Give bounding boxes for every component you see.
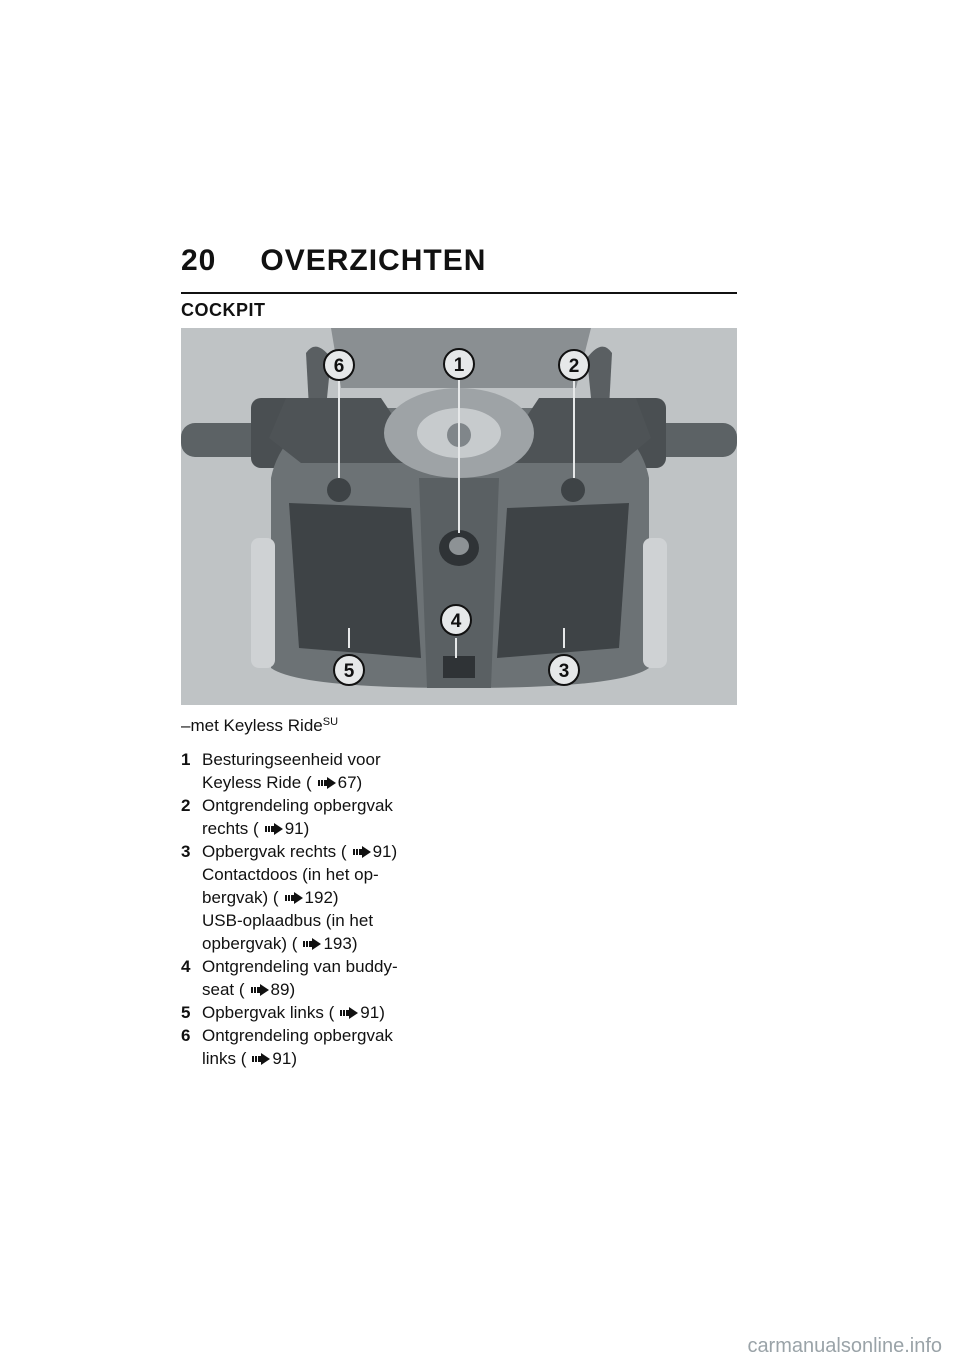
svg-text:6: 6 xyxy=(333,356,345,377)
legend-line-text: Ontgrendeling van buddy- xyxy=(202,957,398,976)
svg-text:4: 4 xyxy=(450,611,462,632)
page-reference-arrow-icon xyxy=(252,1053,270,1065)
legend-item xyxy=(181,1024,471,1070)
legend-item-number: 4 xyxy=(181,957,191,976)
header-divider xyxy=(181,292,737,294)
legend-line xyxy=(202,840,471,863)
svg-text:1: 1 xyxy=(453,355,465,376)
legend-item-text xyxy=(202,1024,471,1070)
legend-item xyxy=(181,1001,471,1024)
page-reference-number: 91) xyxy=(284,819,310,838)
caption-text: –met Keyless Ride xyxy=(181,716,323,735)
page-header xyxy=(181,244,737,278)
legend-line-text: opbergvak) xyxy=(202,934,288,953)
page-number: 20 xyxy=(181,244,217,277)
legend-item-text xyxy=(202,840,471,955)
page-reference-number: 193) xyxy=(323,934,358,953)
legend-line-text: Ontgrendeling opbergvak xyxy=(202,1026,393,1045)
legend-item xyxy=(181,840,471,955)
page-reference-number: 89) xyxy=(270,980,296,999)
callout-6 xyxy=(324,350,354,380)
page-reference-arrow-icon xyxy=(303,938,321,950)
legend-line-text: bergvak) xyxy=(202,888,269,907)
page-reference-number: 192) xyxy=(304,888,339,907)
callout-2 xyxy=(559,350,589,380)
legend-item-number: 5 xyxy=(181,1003,191,1022)
legend-line xyxy=(202,886,471,909)
legend-line-text: Besturingseenheid voor xyxy=(202,750,381,769)
page-reference-number: 91) xyxy=(372,842,398,861)
watermark: carmanualsonline.info xyxy=(747,1335,942,1357)
callout-4 xyxy=(441,605,471,635)
legend-line-text: Opbergvak rechts xyxy=(202,842,337,861)
legend-item-number: 1 xyxy=(181,750,191,769)
page-reference[interactable]: ( 91) xyxy=(323,1003,385,1022)
legend-line-text: Keyless Ride xyxy=(202,773,302,792)
page-reference-arrow-icon xyxy=(318,777,336,789)
legend-line-text: seat xyxy=(202,980,235,999)
legend-line xyxy=(202,794,471,817)
legend-item-number: 3 xyxy=(181,842,191,861)
legend-line-text: Opbergvak links xyxy=(202,1003,324,1022)
chapter-title: OVERZICHTEN xyxy=(260,244,487,277)
figure-caption xyxy=(181,716,338,736)
page-reference[interactable]: ( 91) xyxy=(236,1049,297,1068)
legend-item-text xyxy=(202,794,471,840)
legend-item-number: 2 xyxy=(181,796,191,815)
page-reference-arrow-icon xyxy=(285,892,303,904)
callout-3 xyxy=(549,655,579,685)
caption-superscript: SU xyxy=(322,716,339,728)
legend-line xyxy=(202,909,471,932)
page-reference-number: 67) xyxy=(337,773,363,792)
legend-line xyxy=(202,932,471,955)
page-reference-arrow-icon xyxy=(340,1007,358,1019)
legend-item-text xyxy=(202,1001,471,1024)
legend-line-text: Contactdoos (in het op- xyxy=(202,865,379,884)
page-reference-arrow-icon xyxy=(353,846,371,858)
page-reference[interactable]: ( 67) xyxy=(301,773,363,792)
legend-line xyxy=(202,978,471,1001)
legend-line xyxy=(202,771,471,794)
legend-line xyxy=(202,955,471,978)
page-reference[interactable]: ( 91) xyxy=(248,819,310,838)
legend-item xyxy=(181,748,471,794)
page-reference-number: 91) xyxy=(272,1049,297,1068)
legend-line xyxy=(202,748,471,771)
cockpit-illustration xyxy=(181,328,737,705)
legend-item xyxy=(181,955,471,1001)
legend-line-text: USB-oplaadbus (in het xyxy=(202,911,374,930)
legend-line-text: rechts xyxy=(202,819,249,838)
page-reference[interactable]: ( 192) xyxy=(268,888,339,907)
legend-line xyxy=(202,817,471,840)
legend-line xyxy=(202,1047,471,1070)
callout-5 xyxy=(334,655,364,685)
section-title: COCKPIT xyxy=(181,300,266,320)
legend-item-text xyxy=(202,748,471,794)
legend-list xyxy=(181,748,471,1070)
callout-1 xyxy=(444,349,474,379)
legend-line xyxy=(202,863,471,886)
page-reference-arrow-icon xyxy=(265,823,283,835)
legend-item xyxy=(181,794,471,840)
legend-line xyxy=(202,1001,471,1024)
legend-line-text: links xyxy=(202,1049,237,1068)
page-reference[interactable]: ( 91) xyxy=(336,842,398,861)
svg-text:5: 5 xyxy=(343,661,355,682)
page-reference-arrow-icon xyxy=(251,984,269,996)
legend-item-number: 6 xyxy=(181,1026,191,1045)
svg-text:2: 2 xyxy=(568,356,580,377)
legend-line xyxy=(202,1024,471,1047)
page-reference-number: 91) xyxy=(360,1003,385,1022)
svg-text:3: 3 xyxy=(558,661,570,682)
legend-line-text: Ontgrendeling opbergvak xyxy=(202,796,393,815)
page-reference[interactable]: ( 89) xyxy=(234,980,296,999)
page-reference[interactable]: ( 193) xyxy=(287,934,358,953)
legend-item-text xyxy=(202,955,471,1001)
